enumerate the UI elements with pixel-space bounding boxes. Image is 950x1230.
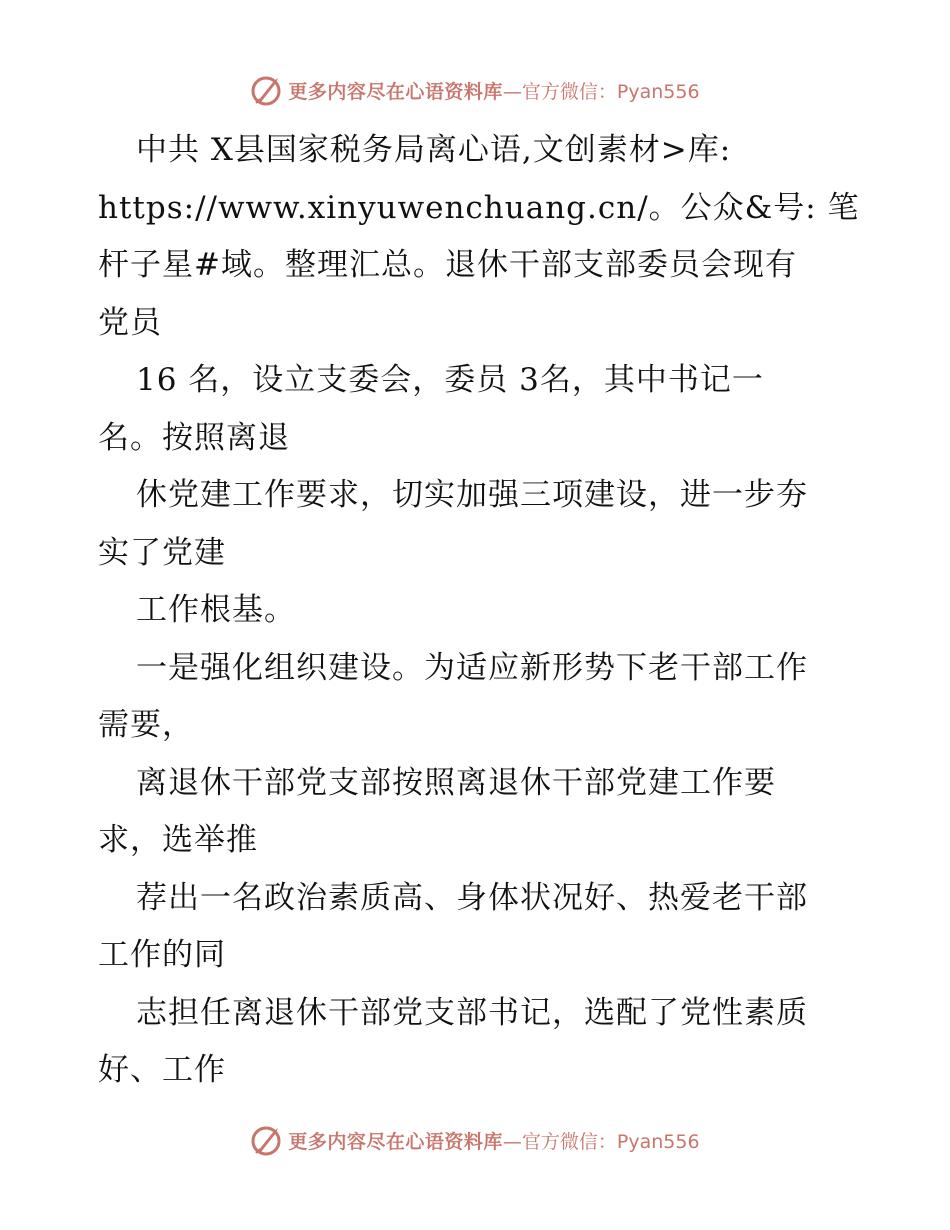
- body-text-line: 休党建工作要求，切实加强三项建设，进一步夯: [136, 477, 808, 513]
- quill-pen-logo-icon: [250, 1123, 284, 1157]
- quill-pen-logo-icon: [250, 73, 284, 107]
- body-text-line: 求，选举推: [98, 822, 258, 858]
- body-text-line: 中共 X县国家税务局离心语,文创素材>库:: [136, 132, 732, 168]
- header-watermark: [0, 70, 950, 110]
- body-text-line: 志担任离退休干部党支部书记，选配了党性素质: [136, 994, 808, 1031]
- body-text-line: 名。按照离退: [98, 419, 290, 456]
- body-text-line: 需要，: [98, 707, 194, 743]
- watermark-contact-text: —官方微信：Pyan556: [502, 1130, 700, 1153]
- body-text-line: 16 名，设立支委会，委员 3名，其中书记一: [136, 362, 764, 398]
- watermark-promo-text: 更多内容尽在心语资料库: [288, 1130, 503, 1153]
- body-text-line: 工作的同: [98, 937, 226, 973]
- footer-watermark: [0, 1120, 950, 1160]
- document-body: [98, 122, 858, 1100]
- body-text-line: 杆子星#域。整理汇总。退休干部支部委员会现有: [98, 247, 797, 283]
- body-text-line: https://www.xinyuwenchuang.cn/。公众&号: 笔: [98, 189, 860, 226]
- body-text-line: 党员: [98, 304, 162, 341]
- body-text-line: 实了党建: [98, 534, 226, 571]
- body-text-line: 离退休干部党支部按照离退休干部党建工作要: [136, 764, 776, 801]
- body-text-line: 工作根基。: [136, 592, 296, 628]
- body-text-line: 好、工作: [98, 1052, 226, 1088]
- watermark-contact-text: —官方微信：Pyan556: [502, 80, 700, 103]
- body-text-line: 荐出一名政治素质高、身体状况好、热爱老干部: [136, 879, 808, 916]
- watermark-promo-text: 更多内容尽在心语资料库: [288, 80, 503, 103]
- body-text-line: 一是强化组织建设。为适应新形势下老干部工作: [136, 649, 808, 686]
